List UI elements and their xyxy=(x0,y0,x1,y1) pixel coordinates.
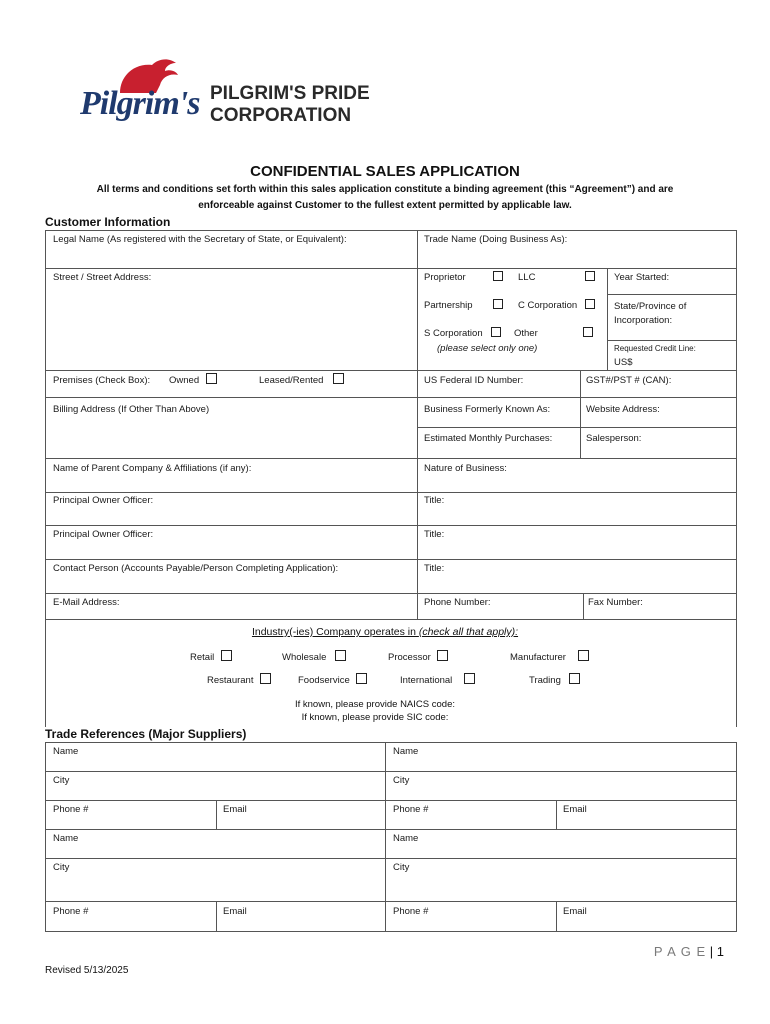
restaurant-label: Restaurant xyxy=(207,675,254,686)
llc-checkbox[interactable] xyxy=(585,271,595,281)
ref1-city-label: City xyxy=(53,775,70,786)
legal-name-label: Legal Name (As registered with the Secretary of State, or Equivalent): xyxy=(53,234,347,245)
trading-checkbox[interactable] xyxy=(569,673,580,684)
intro-line-2: enforceable against Customer to the fullest extent permitted by applicable law. xyxy=(198,200,572,211)
international-checkbox[interactable] xyxy=(464,673,475,684)
other-label: Other xyxy=(514,328,538,339)
phone-label: Phone Number: xyxy=(424,597,491,608)
manufacturer-checkbox[interactable] xyxy=(578,650,589,661)
salesperson-label: Salesperson: xyxy=(586,433,642,444)
ref3-name-label: Name xyxy=(53,833,79,844)
proprietor-checkbox[interactable] xyxy=(493,271,503,281)
llc-label: LLC xyxy=(518,272,536,283)
ref3-phone-label: Phone # xyxy=(53,906,89,917)
gst-label: GST#/PST # (CAN): xyxy=(586,375,672,386)
logo-company-line1: PILGRIM'S PRIDE xyxy=(210,83,370,104)
logo-brand: Pilgrim's xyxy=(80,85,200,122)
ref1-name-label: Name xyxy=(53,746,79,757)
parent-company-label: Name of Parent Company & Affiliations (if any): xyxy=(53,463,252,474)
title-3-label: Title: xyxy=(424,563,445,574)
s-corp-checkbox[interactable] xyxy=(491,327,501,337)
page-number: P A G E | 1 xyxy=(653,944,724,959)
state-province-label-2: Incorporation: xyxy=(614,315,673,326)
email-label: E-Mail Address: xyxy=(53,597,120,608)
select-only-one-note: (please select only one) xyxy=(437,343,538,354)
ref3-email-label: Email xyxy=(223,906,247,917)
leased-label: Leased/Rented xyxy=(259,375,324,386)
processor-label: Processor xyxy=(388,652,431,663)
street-label: Street / Street Address: xyxy=(53,272,152,283)
ref4-city-label: City xyxy=(393,862,410,873)
ref4-name-label: Name xyxy=(393,833,419,844)
industry-label-note: (check all that apply): xyxy=(418,626,519,638)
proprietor-label: Proprietor xyxy=(424,272,466,283)
page-title: CONFIDENTIAL SALES APPLICATION xyxy=(250,163,520,180)
year-started-label: Year Started: xyxy=(614,272,670,283)
wholesale-label: Wholesale xyxy=(282,652,327,663)
nature-of-business-label: Nature of Business: xyxy=(424,463,507,474)
ref2-phone-label: Phone # xyxy=(393,804,429,815)
manufacturer-label: Manufacturer xyxy=(510,652,566,663)
customer-info-heading: Customer Information xyxy=(45,215,171,229)
ref2-email-label: Email xyxy=(563,804,587,815)
retail-label: Retail xyxy=(190,652,215,663)
other-checkbox[interactable] xyxy=(583,327,593,337)
owner-officer-1-label: Principal Owner Officer: xyxy=(53,495,154,506)
ref2-city-label: City xyxy=(393,775,410,786)
leased-checkbox[interactable] xyxy=(333,373,344,384)
ref1-email-label: Email xyxy=(223,804,247,815)
s-corp-label: S Corporation xyxy=(424,328,483,339)
company-logo xyxy=(80,55,380,130)
monthly-purchases-label: Estimated Monthly Purchases: xyxy=(424,433,553,444)
ref4-phone-label: Phone # xyxy=(393,906,429,917)
page-number-value: 1 xyxy=(716,944,724,959)
industry-label-prefix: Industry(-ies) Company operates in xyxy=(251,626,419,638)
formerly-known-label: Business Formerly Known As: xyxy=(424,404,551,415)
restaurant-checkbox[interactable] xyxy=(260,673,271,684)
state-province-label-1: State/Province of xyxy=(614,301,687,312)
trading-label: Trading xyxy=(529,675,561,686)
retail-checkbox[interactable] xyxy=(221,650,232,661)
ref1-phone-label: Phone # xyxy=(53,804,89,815)
title-1-label: Title: xyxy=(424,495,445,506)
owned-checkbox[interactable] xyxy=(206,373,217,384)
owned-label: Owned xyxy=(169,375,200,386)
revised-date: Revised 5/13/2025 xyxy=(45,965,129,976)
partnership-checkbox[interactable] xyxy=(493,299,503,309)
requested-credit-label: Requested Credit Line: xyxy=(614,344,696,353)
logo-company-line2: CORPORATION xyxy=(210,105,352,126)
premises-label: Premises (Check Box): xyxy=(53,375,151,386)
trade-name-label: Trade Name (Doing Business As): xyxy=(424,234,568,245)
billing-address-label: Billing Address (If Other Than Above) xyxy=(53,404,210,415)
intro-line-1: All terms and conditions set forth within this sales application constitute a binding agreement (this “Agreement”) and are xyxy=(96,184,674,195)
foodservice-checkbox[interactable] xyxy=(356,673,367,684)
partnership-label: Partnership xyxy=(424,300,473,311)
trade-references-heading: Trade References (Major Suppliers) xyxy=(45,727,247,741)
naics-note: If known, please provide NAICS code: xyxy=(294,699,455,710)
ref3-city-label: City xyxy=(53,862,70,873)
processor-checkbox[interactable] xyxy=(437,650,448,661)
page-label: P A G E xyxy=(653,944,707,959)
international-label: International xyxy=(400,675,453,686)
c-corp-checkbox[interactable] xyxy=(585,299,595,309)
c-corp-label: C Corporation xyxy=(518,300,578,311)
contact-person-label: Contact Person (Accounts Payable/Person Completing Application): xyxy=(53,563,339,574)
website-label: Website Address: xyxy=(586,404,660,415)
ref2-name-label: Name xyxy=(393,746,419,757)
foodservice-label: Foodservice xyxy=(298,675,350,686)
currency-label: US$ xyxy=(614,357,633,368)
ref4-email-label: Email xyxy=(563,906,587,917)
industry-label xyxy=(0,626,770,638)
fax-label: Fax Number: xyxy=(588,597,643,608)
federal-id-label: US Federal ID Number: xyxy=(424,375,524,386)
owner-officer-2-label: Principal Owner Officer: xyxy=(53,529,154,540)
title-2-label: Title: xyxy=(424,529,445,540)
sic-note: If known, please provide SIC code: xyxy=(301,712,449,723)
wholesale-checkbox[interactable] xyxy=(335,650,346,661)
